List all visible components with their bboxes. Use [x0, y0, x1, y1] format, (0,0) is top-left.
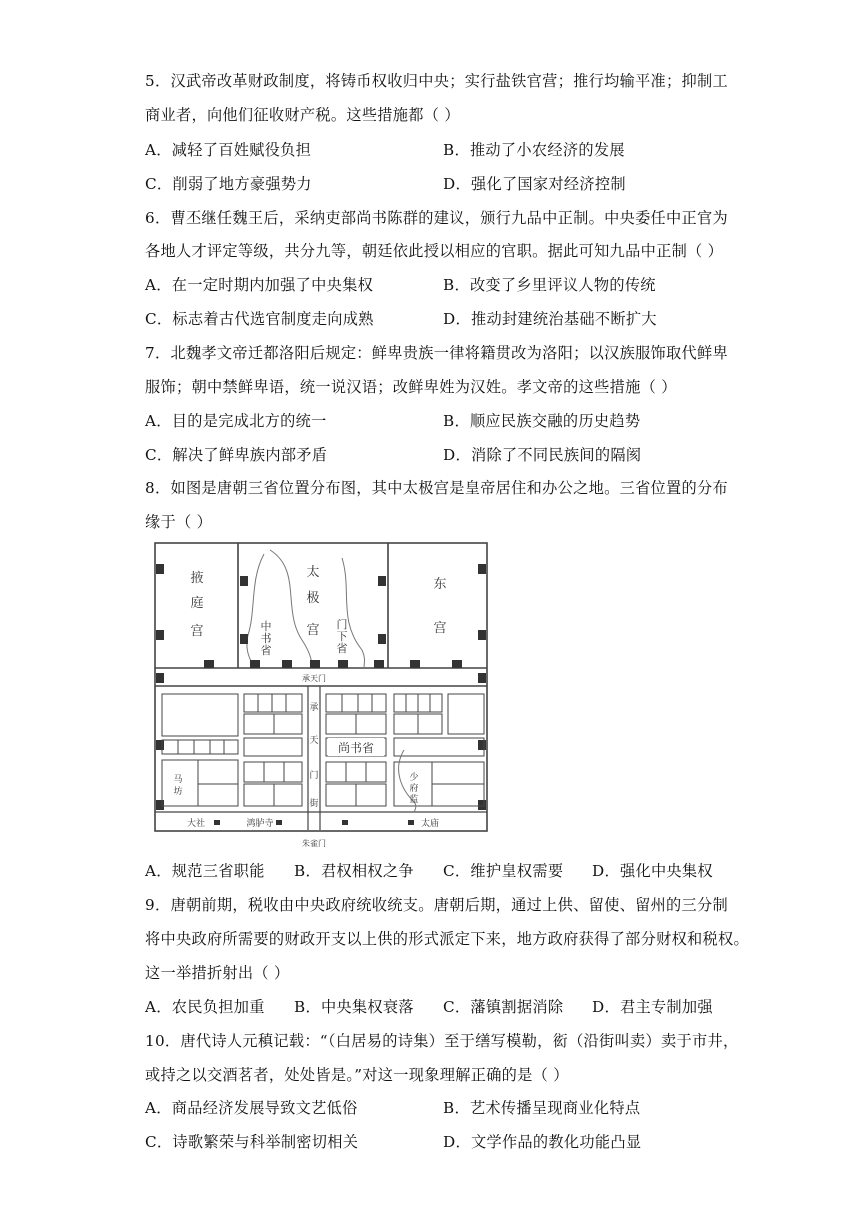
map-label-taiji-2: 极 [306, 591, 320, 606]
q6-option-c: C．标志着古代选官制度走向成熟 [145, 310, 374, 328]
map-label-shaofu-2: 府 [409, 784, 419, 794]
q10-option-c: C．诗歌繁荣与科举制密切相关 [145, 1133, 359, 1151]
q8-option-c: C．维护皇权需要 [443, 862, 564, 880]
q8-option-b: B．君权相权之争 [294, 862, 414, 880]
q7-option-d: D．消除了不同民族间的隔阂 [443, 446, 642, 464]
q9-option-b: B．中央集权衰落 [294, 998, 414, 1016]
map-label-menxia-1: 门 [336, 618, 348, 631]
q9-stem-line2: 将中央政府所需要的财政开支以上供的形式派定下来，地方政府获得了部分财权和税权。 [145, 930, 750, 948]
map-label-street-2: 天 [309, 736, 319, 746]
map-label-street-4: 街 [309, 799, 319, 809]
q10-option-b: B．艺术传播呈现商业化特点 [443, 1099, 641, 1117]
q7-option-a: A．目的是完成北方的统一 [145, 412, 327, 430]
q8-stem-line2: 缘于（ ） [145, 513, 213, 531]
q5-option-c: C．削弱了地方豪强势力 [145, 175, 312, 193]
map-label-zhuquemen: 朱雀门 [302, 839, 326, 848]
map-label-shangshu: 尚书省 [337, 741, 375, 755]
map-label-mafang-2: 坊 [173, 787, 183, 797]
q8-option-d: D．强化中央集权 [592, 862, 713, 880]
map-label-yetinggong-1: 掖 [190, 571, 204, 586]
map-label-street-1: 承 [309, 703, 319, 713]
map-label-taimiao: 太庙 [420, 819, 440, 829]
map-label-zhongshu-3: 省 [260, 644, 272, 657]
map-label-street-3: 门 [309, 771, 319, 781]
q7-option-b: B．顺应民族交融的历史趋势 [443, 412, 641, 430]
q5-stem-line1: 5．汉武帝改革财政制度，将铸币权收归中央；实行盐铁官营；推行均输平准；抑制工 [145, 72, 728, 90]
q8-stem-line1: 8．如图是唐朝三省位置分布图，其中太极宫是皇帝居住和办公之地。三省位置的分布 [145, 479, 728, 497]
q5-option-d: D．强化了国家对经济控制 [443, 175, 626, 193]
q9-option-a: A．农民负担加重 [145, 998, 265, 1016]
map-label-chengtianmen: 承天门 [302, 674, 326, 683]
map-label-shaofu-1: 少 [409, 773, 419, 783]
map-label-zhongshu-2: 书 [260, 632, 272, 645]
q6-stem-line1: 6．曹丕继任魏王后，采纳吏部尚书陈群的建议，颁行九品中正制。中央委任中正官为 [145, 209, 728, 227]
q8-option-a: A．规范三省职能 [145, 862, 265, 880]
q5-stem-line2: 商业者，向他们征收财产税。这些措施都（ ） [145, 106, 460, 124]
map-label-donggong-1: 东 [433, 577, 447, 592]
q6-stem-line2: 各地人才评定等级，共分九等，朝廷依此授以相应的官职。据此可知九品中正制（ ） [145, 242, 724, 260]
map-label-yetinggong-2: 庭 [190, 596, 204, 611]
q9-option-c: C．藩镇割据消除 [443, 998, 564, 1016]
map-label-mafang-1: 马 [173, 775, 183, 785]
map-label-taiji-1: 太 [306, 565, 320, 580]
q7-stem-line2: 服饰；朝中禁鲜卑语，统一说汉语；改鲜卑姓为汉姓。孝文帝的这些措施（ ） [145, 378, 677, 396]
map-label-menxia-2: 下 [336, 630, 348, 643]
q10-option-a: A．商品经济发展导致文艺低俗 [145, 1099, 358, 1117]
q6-option-a: A．在一定时期内加强了中央集权 [145, 276, 374, 294]
q5-option-a: A．减轻了百姓赋役负担 [145, 141, 312, 159]
tang-three-departments-map [152, 540, 492, 852]
map-label-honglusi: 鸿胪寺 [246, 819, 274, 829]
map-label-dashe: 大社 [186, 819, 206, 829]
map-label-zhongshu-1: 中 [260, 620, 272, 633]
q5-option-b: B．推动了小农经济的发展 [443, 141, 625, 159]
q6-option-d: D．推动封建统治基础不断扩大 [443, 310, 657, 328]
q9-option-d: D．君主专制加强 [592, 998, 713, 1016]
q9-stem-line3: 这一举措折射出（ ） [145, 964, 290, 982]
q7-option-c: C．解决了鲜卑族内部矛盾 [145, 446, 328, 464]
map-label-shaofu-3: 监 [409, 795, 419, 805]
q7-stem-line1: 7．北魏孝文帝迁都洛阳后规定：鲜卑贵族一律将籍贯改为洛阳；以汉族服饰取代鲜卑 [145, 344, 728, 362]
map-label-yetinggong-3: 宫 [190, 624, 204, 639]
q10-stem-line2: 或持之以交酒茗者，处处皆是。”对这一现象理解正确的是（ ） [145, 1066, 569, 1084]
map-label-menxia-3: 省 [336, 642, 348, 655]
map-label-donggong-2: 宫 [433, 621, 447, 636]
q9-stem-line1: 9．唐朝前期，税收由中央政府统收统支。唐朝后期，通过上供、留使、留州的三分制 [145, 896, 728, 914]
q6-option-b: B．改变了乡里评议人物的传统 [443, 276, 656, 294]
q10-option-d: D．文学作品的教化功能凸显 [443, 1133, 642, 1151]
q10-stem-line1: 10．唐代诗人元稹记载：“（白居易的诗集）至于缮写模勒，衒（沿街叫卖）卖于市井， [145, 1032, 739, 1050]
map-label-taiji-3: 宫 [306, 623, 320, 638]
